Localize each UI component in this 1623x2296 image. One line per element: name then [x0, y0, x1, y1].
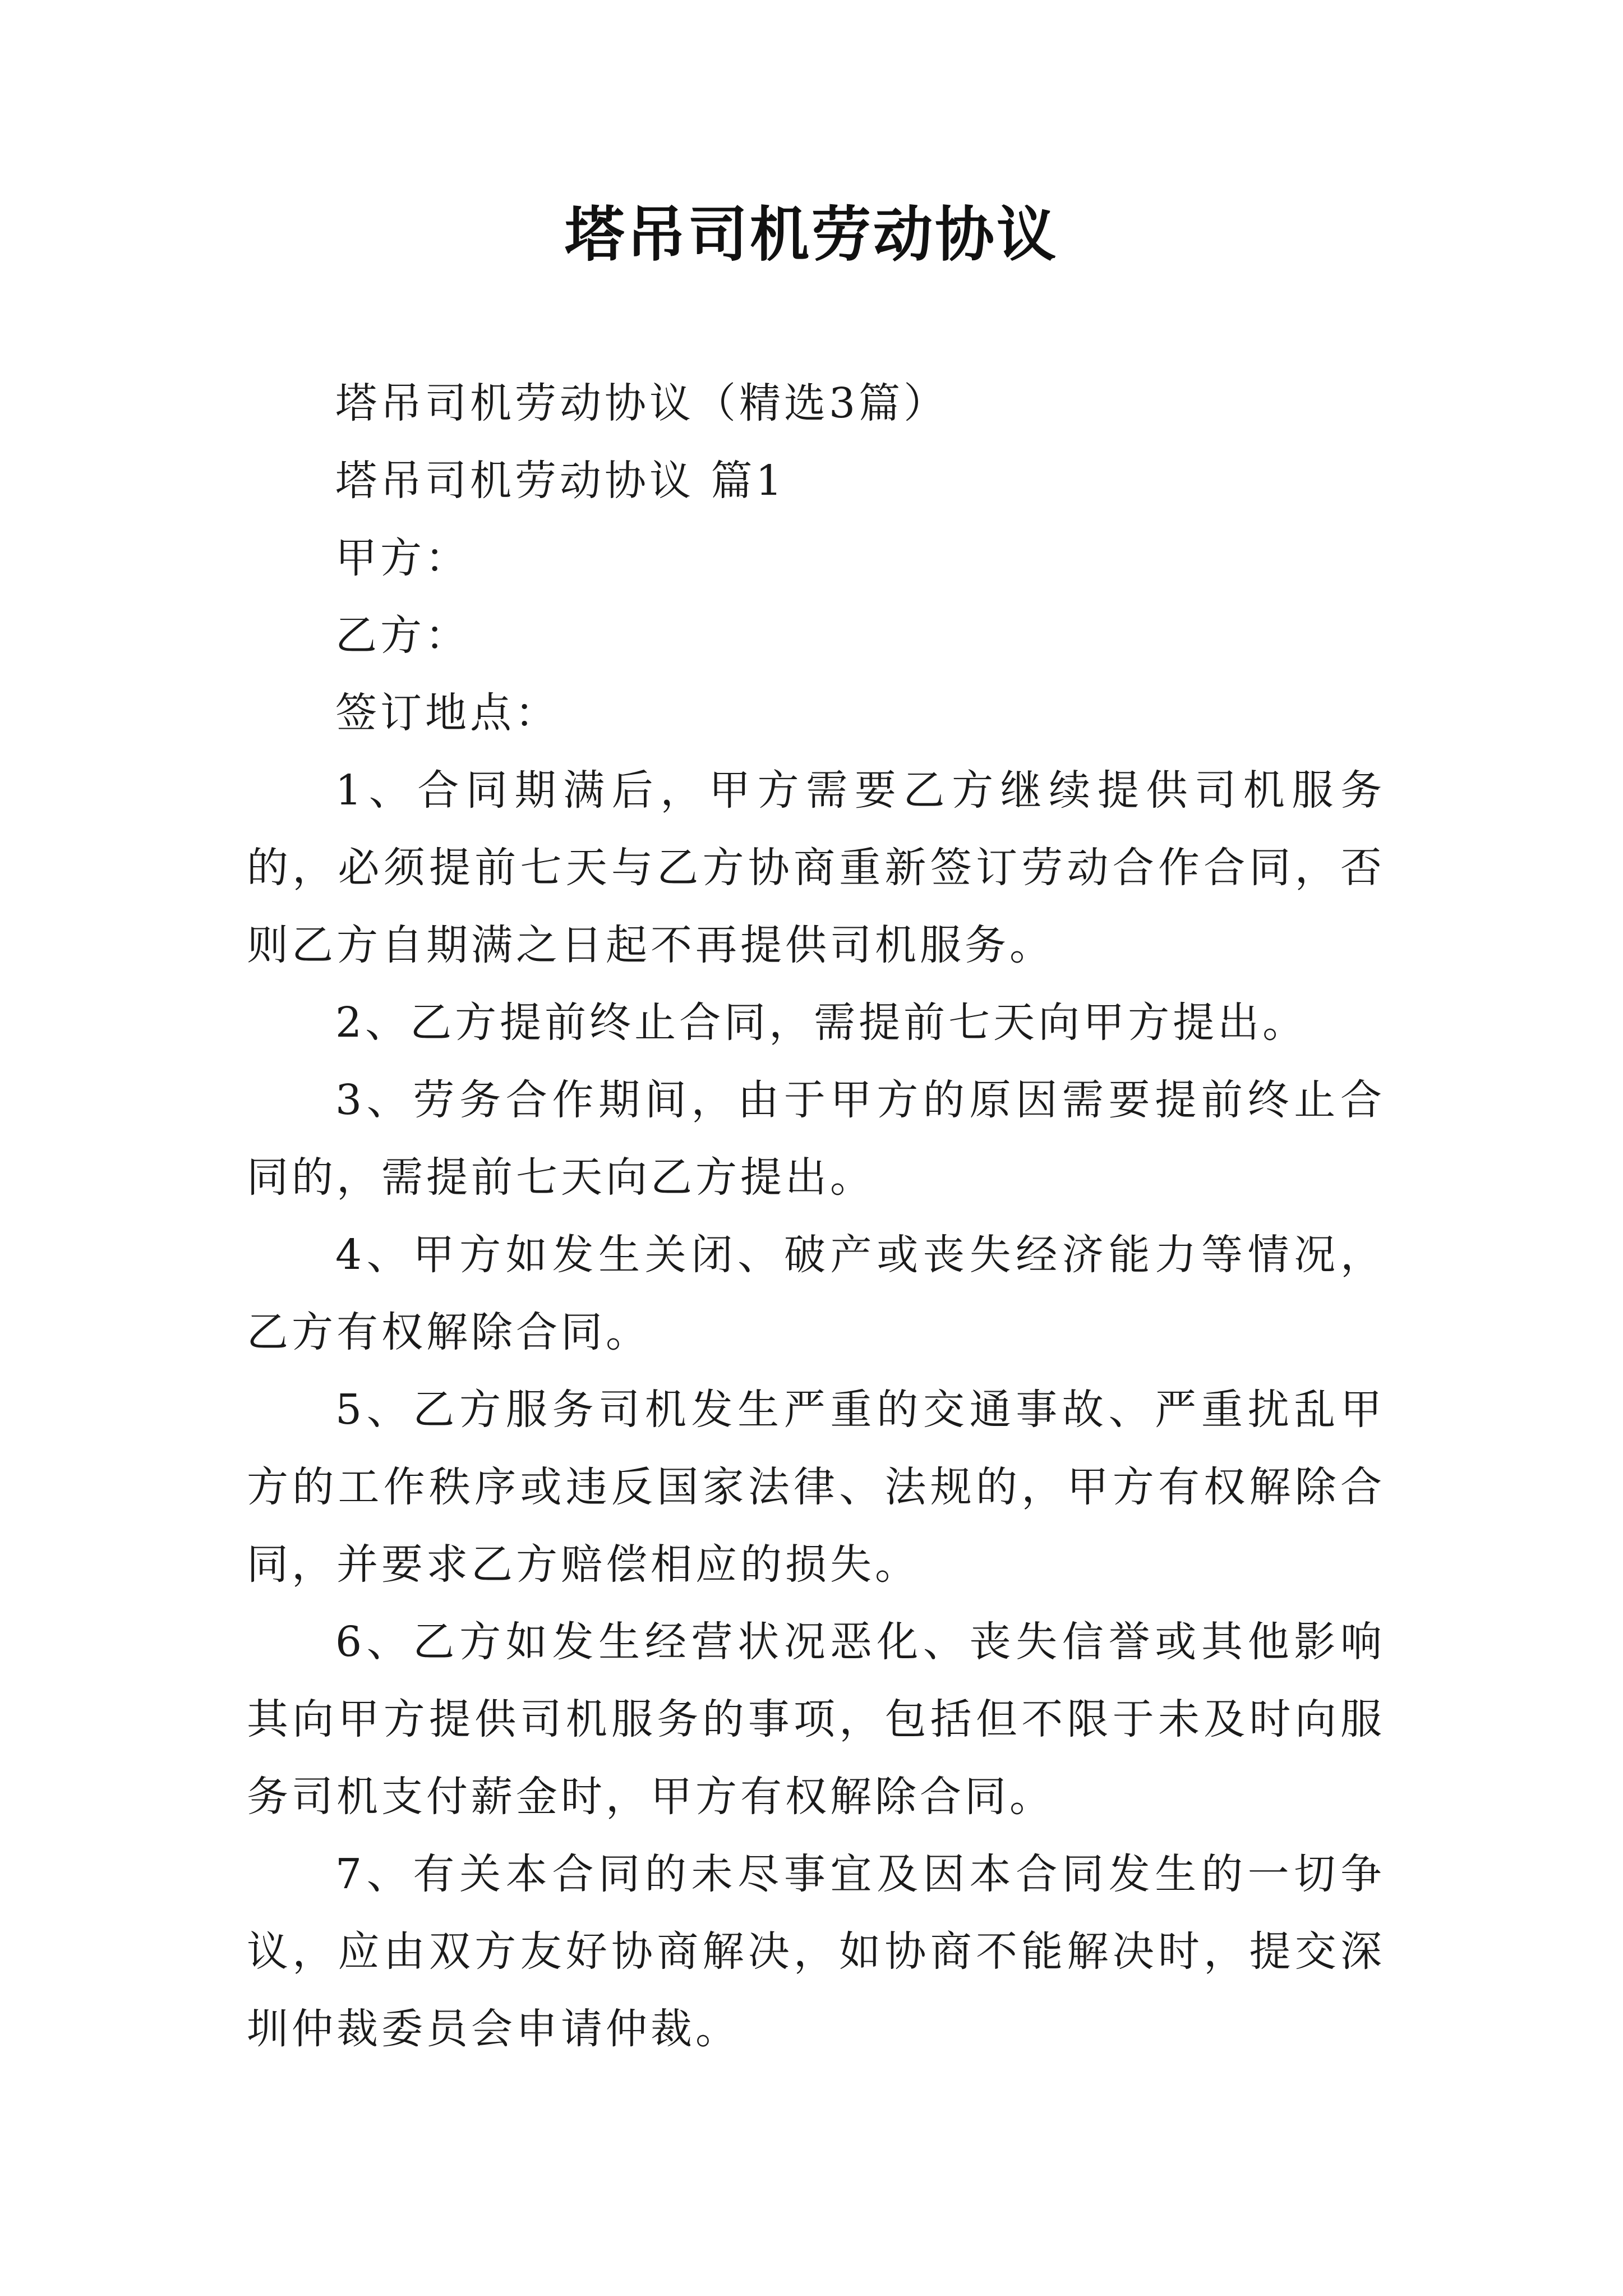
- clause-2: 2、乙方提前终止合同，需提前七天向甲方提出。: [335, 999, 1308, 1047]
- document-title: 塔吊司机劳动协议: [565, 199, 1058, 269]
- paragraph-subtitle: 塔吊司机劳动协议（精选3篇）: [335, 379, 949, 427]
- paragraph-section-heading: 塔吊司机劳动协议 篇1: [335, 457, 786, 505]
- document-body: [247, 365, 1385, 2068]
- paragraph-party-a: 甲方：: [335, 534, 470, 582]
- clause-1: 1、合同期满后，甲方需要乙方继续提供司机服务的，必须提前七天与乙方协商重新签订劳动合作合同，否则乙方自期满之日起不再提供司机服务。: [247, 766, 1385, 969]
- paragraph-party-b: 乙方：: [335, 611, 470, 660]
- clause-7: 7、有关本合同的未尽事宜及因本合同发生的一切争议，应由双方友好协商解决，如协商不能解决时，提交深圳仲裁委员会申请仲裁。: [247, 1850, 1385, 2053]
- paragraph-signing-place: 签订地点：: [335, 689, 560, 737]
- clause-6: 6、乙方如发生经营状况恶化、丧失信誉或其他影响其向甲方提供司机服务的事项，包括但不限于未及时向服务司机支付薪金时，甲方有权解除合同。: [247, 1618, 1385, 1821]
- clause-5: 5、乙方服务司机发生严重的交通事故、严重扰乱甲方的工作秩序或违反国家法律、法规的，甲方有权解除合同，并要求乙方赔偿相应的损失。: [247, 1386, 1385, 1589]
- clause-3: 3、劳务合作期间，由于甲方的原因需要提前终止合同的，需提前七天向乙方提出。: [247, 1076, 1385, 1202]
- clause-4: 4、甲方如发生关闭、破产或丧失经济能力等情况，乙方有权解除合同。: [247, 1231, 1385, 1356]
